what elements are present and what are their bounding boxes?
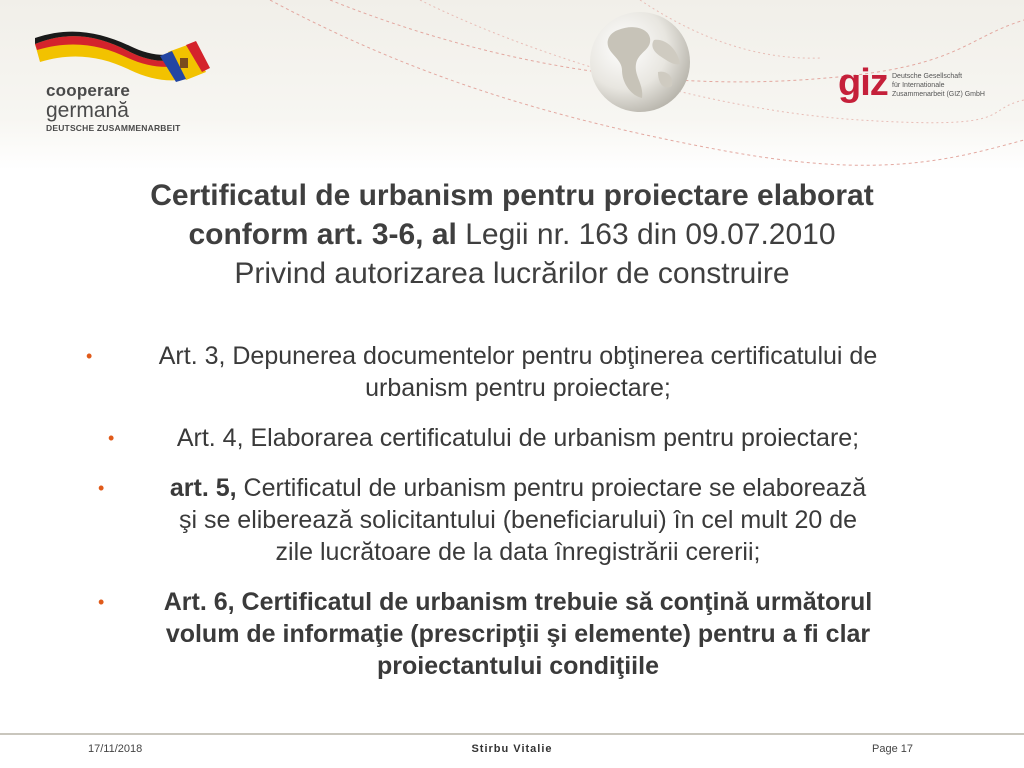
- bullet-dot-icon: •: [108, 428, 115, 448]
- bullet-list: [78, 340, 958, 682]
- bullet-art6-line3: proiectantului condiţiile: [377, 652, 659, 680]
- bullet-art3-line2: urbanism pentru proiectare;: [365, 374, 671, 402]
- deutsche-zusammenarbeit-text: DEUTSCHE ZUSAMMENARBEIT: [46, 123, 181, 133]
- title-line3: Privind autorizarea lucrărilor de construire: [234, 257, 790, 290]
- giz-subtitle-line3: Zusammenarbeit (GIZ) GmbH: [892, 91, 985, 98]
- title-line1: Certificatul de urbanism pentru proiectare elaborat: [150, 179, 874, 212]
- germana-text: germană: [46, 99, 129, 122]
- title-line2-bold: conform art. 3-6, al: [188, 218, 457, 251]
- globe-icon: [588, 10, 692, 114]
- bullet-art4-line1: Art. 4, Elaborarea certificatului de urbanism pentru proiectare;: [176, 424, 860, 452]
- bullet-item-art4: [78, 422, 958, 454]
- bullet-art5-line2: şi se eliberează solicitantului (beneficiarului) în cel mult 20 de: [178, 506, 858, 534]
- footer-divider: [0, 733, 1024, 735]
- bullet-art6-line1: Art. 6, Certificatul de urbanism trebuie să conţină următorul: [163, 588, 873, 616]
- bullet-dot-icon: •: [86, 346, 93, 366]
- giz-wordmark: giz: [838, 62, 888, 104]
- title-line2-rest: Legii nr. 163 din 09.07.2010: [456, 218, 836, 251]
- bullet-art3-line1: Art. 3, Depunerea documentelor pentru obţinerea certificatului de: [158, 342, 878, 370]
- cooperare-germana-logo: [30, 30, 210, 135]
- bullet-dot-icon: •: [98, 478, 105, 498]
- bullet-art5-line1: Certificatul de urbanism pentru proiectare se elaborează: [236, 474, 867, 502]
- giz-subtitle-line1: Deutsche Gesellschaft: [892, 73, 963, 80]
- footer-date: 17/11/2018: [88, 743, 143, 755]
- slide-title: [60, 176, 964, 293]
- giz-subtitle-line2: für Internationale: [892, 82, 945, 89]
- bullet-item-art6: [78, 586, 958, 682]
- bullet-art6-line2: volum de informaţie (prescripţii şi elemente) pentru a fi clar: [165, 620, 871, 648]
- footer-page-number: Page 17: [872, 743, 913, 755]
- flag-ribbon-icon: [30, 30, 210, 82]
- bullet-dot-icon: •: [98, 592, 105, 612]
- giz-subtitle: [892, 72, 985, 99]
- bullet-art5-line3: zile lucrătoare de la data înregistrării cererii;: [275, 538, 761, 566]
- footer-author: Stirbu Vitalie: [471, 743, 553, 755]
- giz-logo: [838, 64, 998, 108]
- cooperare-text: cooperare: [46, 81, 131, 100]
- bullet-item-art5: [78, 472, 958, 568]
- bullet-art5-prefix: art. 5,: [169, 474, 237, 502]
- bullet-item-art3: [78, 340, 958, 404]
